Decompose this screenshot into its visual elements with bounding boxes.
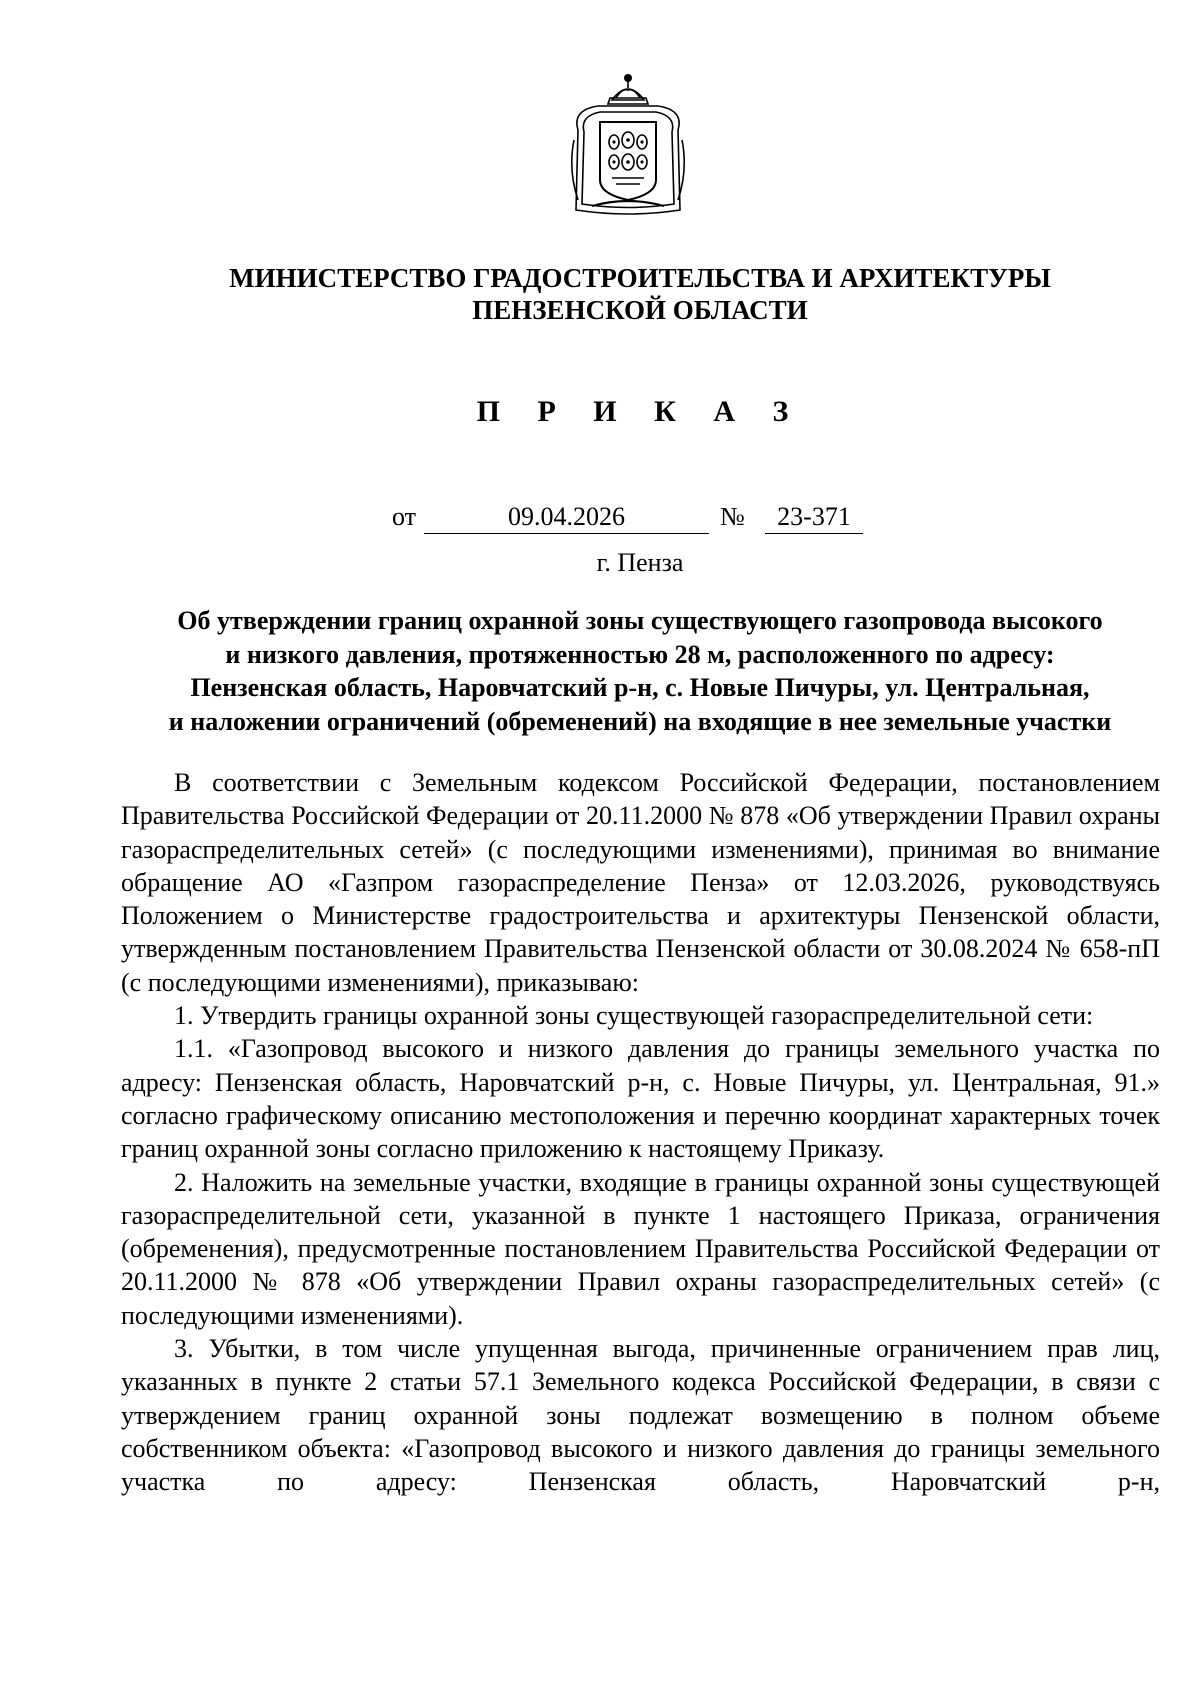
ministry-name-line1: МИНИСТЕРСТВО ГРАДОСТРОИТЕЛЬСТВА И АРХИТЕКТУРЫ — [229, 263, 1051, 293]
number-prefix-label: № — [720, 502, 745, 531]
ministry-name-line2: ПЕНЗЕНСКОЙ ОБЛАСТИ — [472, 295, 808, 325]
document-type-title: П Р И К А З — [476, 395, 804, 428]
order-number: 23-371 — [765, 500, 863, 534]
clause-1: 1. Утвердить границы охранной зоны существующей газораспределительной сети: — [174, 1001, 1094, 1031]
subject-line1: Об утверждении границ охранной зоны существующего газопровода высокого — [177, 606, 1103, 635]
date-prefix-label: от — [392, 502, 417, 531]
order-city: г. Пенза — [596, 548, 684, 577]
order-date: 09.04.2026 — [424, 500, 709, 534]
subject-line2: и низкого давления, протяженностью 28 м, расположенного по адресу: — [225, 639, 1055, 669]
preamble-paragraph: В соответствии с Земельным кодексом Российской Федерации, постановлением Правительства Российской Федерации от 20.11.2000 № 878 «Об утверждении Правил охраны газораспределительных сетей» (с последующими изменениями), принимая во внимание обращение АО «Газпром газораспределение Пенза» от 12.03.2026, руководствуясь Положением о Министерстве градостроительства и архитектуры Пензенской области, утвержденным постановлением Правительства Пензенской области от 30.08.2024 № 658-пП (с последующими изменениями), приказываю: — [121, 768, 1160, 997]
subject-line4: и наложении ограничений (обременений) на входящие в нее земельные участки — [168, 706, 1112, 736]
subject-line3: Пензенская область, Наровчатский р-н, с. Новые Пичуры, ул. Центральная, — [190, 673, 1090, 702]
clause-1-1: 1.1. «Газопровод высокого и низкого давления до границы земельного участка по адресу: Пензенская область, Наровчатский р-н, с. Новые Пичуры, ул. Центральная, 91.» согласно графическому описанию местоположения и перечню координат характерных точек границ охранной зоны согласно приложению к настоящему Приказу. — [121, 1034, 1160, 1164]
order-date-number-line — [392, 500, 912, 534]
coat-of-arms-emblem — [568, 70, 688, 220]
order-subject — [120, 604, 1160, 738]
clause-2: 2. Наложить на земельные участки, входящие в границы охранной зоны существующей газораспределительной сети, указанной в пункте 1 настоящего Приказа, ограничения (обременения), предусмотренные постановлением Правительства Российской Федерации от 20.11.2000 № 878 «Об утверждении Правил охраны газораспределительных сетей» (с последующими изменениями). — [121, 1167, 1160, 1330]
ministry-name — [0, 262, 1200, 326]
clause-3: 3. Убытки, в том числе упущенная выгода, причиненные ограничением прав лиц, указанных в пункте 2 статьи 57.1 Земельного кодекса Российской Федерации, в связи с утверждением границ охранной зоны подлежат возмещению в полном объеме собственником объекта: «Газопровод высокого и низкого давления до границы земельного участка по адресу: Пензенская область, Наровчатский р-н, — [121, 1334, 1160, 1497]
order-body — [121, 766, 1160, 1499]
